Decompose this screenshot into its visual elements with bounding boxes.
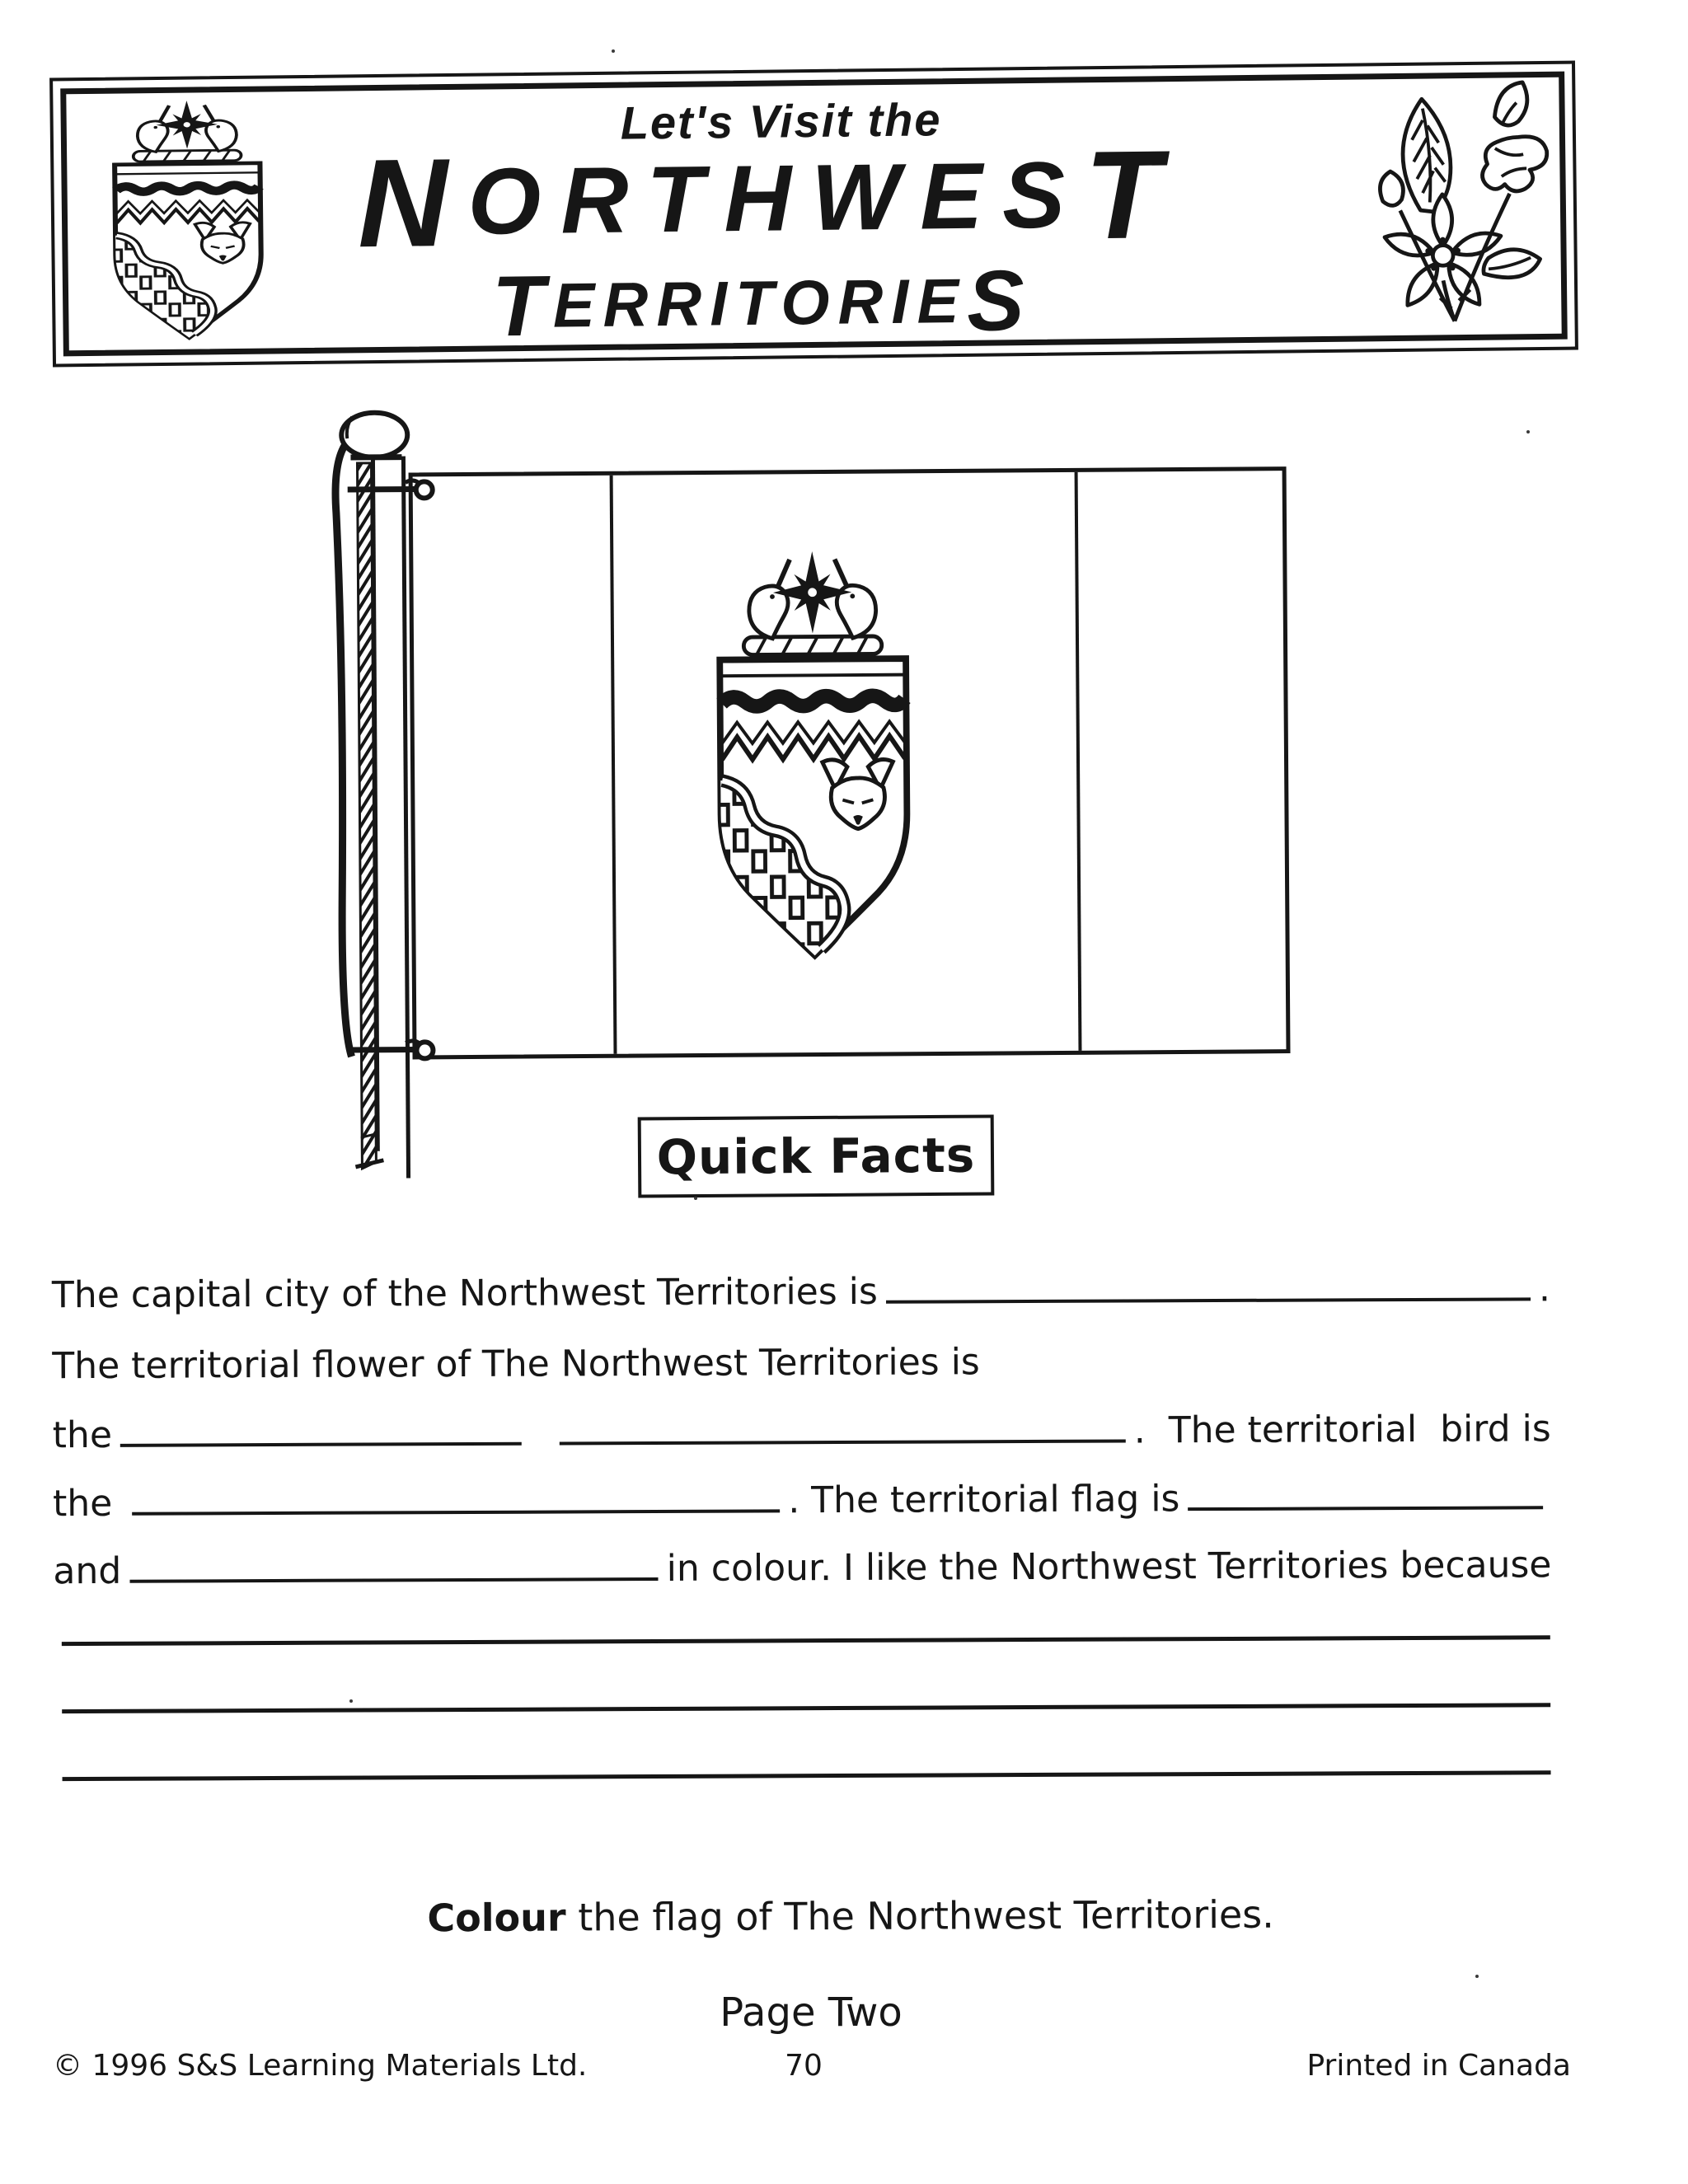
title-final-letter: T [1084,124,1182,266]
fact-line-capital [52,1266,1550,1318]
quick-facts-label: Quick Facts [656,1127,976,1186]
scan-speck [612,49,615,53]
title-initial-letter: N [356,132,469,274]
fact-text: the [52,1482,124,1526]
instruction-verb: Colour [427,1895,566,1941]
page-number: 70 [785,2049,823,2083]
fact-text: in colour. I like the Northwest Territories because [666,1544,1552,1590]
colour-instruction [0,1846,1659,1987]
instruction-text: the flag of The Northwest Territories. [565,1891,1274,1940]
scan-speck [1475,1975,1479,1978]
writing-line-2[interactable] [62,1703,1550,1713]
fact-punctuation: . [1538,1268,1551,1310]
fact-text: . The territorial bird is [1133,1408,1551,1452]
blank-flower-word-2[interactable] [559,1440,1125,1446]
fact-text: the [52,1413,113,1457]
writing-line-1[interactable] [62,1635,1550,1646]
blank-bird[interactable] [132,1509,780,1515]
writing-line-3[interactable] [63,1770,1551,1781]
title-initial-letter: T [491,258,554,355]
title-final-letter: S [966,253,1034,349]
scan-speck [349,1699,353,1703]
blank-flag-colour-1[interactable] [1188,1506,1543,1511]
blank-capital-city[interactable] [886,1297,1531,1303]
fact-text: . The territorial flag is [788,1478,1180,1522]
blank-flag-colour-2[interactable] [129,1577,658,1583]
fact-text: The capital city of the Northwest Territories is [51,1270,878,1317]
title-middle-letters: ORTHWES [467,143,1085,255]
fact-line-colour-because [53,1542,1551,1594]
fact-line-bird-flag [53,1474,1551,1526]
fact-line-flower-bird [53,1406,1551,1458]
banner-pretitle: Let's Visit the [620,93,942,149]
fact-text: The territorial flower of The Northwest Territories is [52,1341,980,1388]
blank-flower-word-1[interactable] [120,1442,521,1447]
fact-line-flower-intro [52,1337,1550,1389]
fact-text: and [53,1549,122,1593]
copyright-notice: © 1996 S&S Learning Materials Ltd. [53,2049,588,2083]
printed-in-canada-label: Printed in Canada [1306,2049,1571,2083]
scan-speck [694,1197,697,1200]
scan-speck [1526,430,1530,434]
page-label: Page Two [720,1990,903,2036]
title-middle-letters: ERRITORIE [552,265,968,341]
